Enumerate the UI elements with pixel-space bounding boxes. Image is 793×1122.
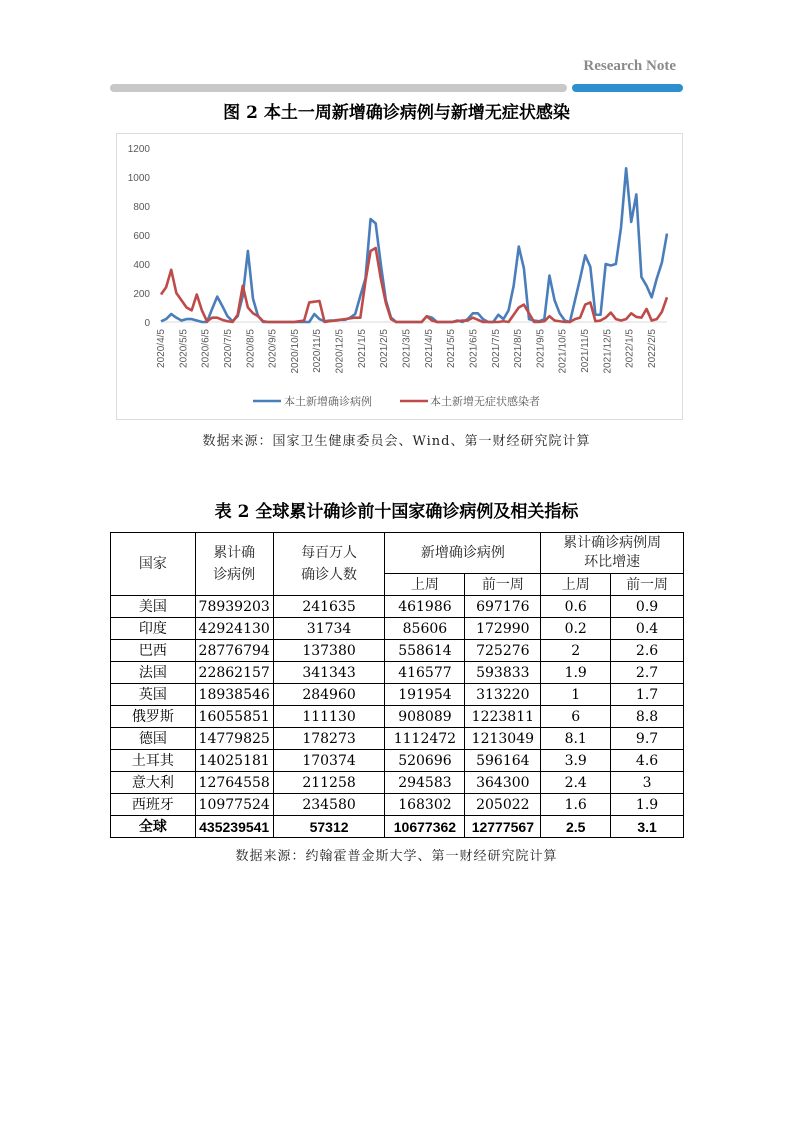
x-tick-label: 2020/11/5	[312, 329, 324, 373]
x-tick-label: 2021/12/5	[602, 329, 614, 374]
x-tick-label: 2020/6/5	[200, 329, 212, 368]
x-tick-label: 2020/10/5	[289, 329, 301, 374]
countries-table	[110, 532, 684, 838]
table-cell: 42924130	[195, 618, 273, 640]
y-tick-label: 800	[133, 202, 150, 213]
y-tick-label: 200	[133, 289, 150, 300]
table-cell: 2.5	[541, 816, 611, 838]
table-cell: 0.9	[611, 596, 684, 618]
table-cell: 593833	[465, 662, 541, 684]
table-cell: 3.1	[611, 816, 684, 838]
table-cell: 520696	[385, 750, 465, 772]
x-tick-label: 2022/1/5	[624, 329, 636, 368]
table-cell: 170374	[273, 750, 385, 772]
table-cell: 12777567	[465, 816, 541, 838]
brand-label: Research Note	[583, 58, 676, 74]
table-row	[111, 794, 684, 816]
table-cell: 234580	[273, 794, 385, 816]
x-tick-label: 2021/10/5	[557, 329, 569, 374]
header-cumulative: 累计确诊病例	[195, 533, 273, 596]
table-cell: 57312	[273, 816, 385, 838]
table-cell: 1.9	[611, 794, 684, 816]
x-tick-label: 2020/5/5	[178, 329, 190, 368]
table-cell: 0.4	[611, 618, 684, 640]
x-tick-label: 2022/2/5	[647, 329, 658, 368]
x-tick-label: 2021/7/5	[490, 329, 502, 368]
y-tick-label: 1000	[127, 173, 150, 184]
x-tick-label: 2020/7/5	[222, 329, 234, 368]
table-row	[111, 640, 684, 662]
header-new-prev-week: 前一周	[465, 574, 541, 596]
table-row	[111, 816, 684, 838]
header-growth: 累计确诊病例周环比增速	[541, 533, 684, 574]
x-tick-label: 2021/3/5	[401, 329, 413, 368]
x-tick-label: 2020/12/5	[334, 329, 346, 374]
table-cell: 巴西	[111, 640, 196, 662]
table-row	[111, 684, 684, 706]
table-cell: 8.8	[611, 706, 684, 728]
table-title: 表 2 全球累计确诊前十国家确诊病例及相关指标	[214, 502, 579, 522]
table-cell: 0.6	[541, 596, 611, 618]
header-per-million: 每百万人确诊人数	[273, 533, 385, 596]
table-cell: 德国	[111, 728, 196, 750]
table-cell: 3.9	[541, 750, 611, 772]
y-tick-label: 0	[144, 318, 150, 329]
legend-label: 本土新增无症状感染者	[430, 395, 540, 408]
header-growth-prev-week: 前一周	[611, 574, 684, 596]
table-cell: 0.2	[541, 618, 611, 640]
table-cell: 10977524	[195, 794, 273, 816]
header-growth-last-week: 上周	[541, 574, 611, 596]
table-cell: 全球	[111, 816, 196, 838]
y-tick-label: 400	[133, 260, 150, 271]
y-tick-label: 1200	[127, 144, 150, 155]
table-cell: 9.7	[611, 728, 684, 750]
table-cell: 22862157	[195, 662, 273, 684]
table-cell: 印度	[111, 618, 196, 640]
x-tick-label: 2021/5/5	[446, 329, 458, 368]
x-tick-label: 2020/4/5	[156, 329, 167, 368]
table-cell: 2.4	[541, 772, 611, 794]
x-tick-label: 2021/11/5	[580, 329, 592, 373]
x-tick-label: 2021/8/5	[513, 329, 525, 368]
table-row	[111, 772, 684, 794]
table-cell: 211258	[273, 772, 385, 794]
table-cell: 西班牙	[111, 794, 196, 816]
table-cell: 172990	[465, 618, 541, 640]
table-cell: 2.7	[611, 662, 684, 684]
table-row	[111, 750, 684, 772]
x-tick-label: 2021/1/5	[356, 329, 368, 368]
x-tick-label: 2021/6/5	[468, 329, 480, 368]
table-cell: 1.6	[541, 794, 611, 816]
table-row	[111, 662, 684, 684]
table-cell: 4.6	[611, 750, 684, 772]
table-row	[111, 618, 684, 640]
table-cell: 28776794	[195, 640, 273, 662]
y-tick-label: 600	[133, 231, 150, 242]
table-cell: 法国	[111, 662, 196, 684]
table-cell: 111130	[273, 706, 385, 728]
table-cell: 78939203	[195, 596, 273, 618]
table-cell: 341343	[273, 662, 385, 684]
x-tick-label: 2021/4/5	[423, 329, 435, 368]
table-cell: 12764558	[195, 772, 273, 794]
table-cell: 284960	[273, 684, 385, 706]
table-cell: 1112472	[385, 728, 465, 750]
table-cell: 8.1	[541, 728, 611, 750]
table-cell: 1223811	[465, 706, 541, 728]
table-row	[111, 706, 684, 728]
table-cell: 908089	[385, 706, 465, 728]
table-cell: 意大利	[111, 772, 196, 794]
table-cell: 241635	[273, 596, 385, 618]
table-cell: 14779825	[195, 728, 273, 750]
table-cell: 2.6	[611, 640, 684, 662]
table-cell: 137380	[273, 640, 385, 662]
header-country: 国家	[111, 533, 196, 596]
table-cell: 416577	[385, 662, 465, 684]
table-cell: 英国	[111, 684, 196, 706]
table-cell: 1213049	[465, 728, 541, 750]
table-cell: 16055851	[195, 706, 273, 728]
table-cell: 1	[541, 684, 611, 706]
x-tick-label: 2020/9/5	[267, 329, 279, 368]
table-row	[111, 728, 684, 750]
figure-source: 数据来源：国家卫生健康委员会、Wind、第一财经研究院计算	[202, 434, 591, 449]
table-cell: 461986	[385, 596, 465, 618]
table-cell: 俄罗斯	[111, 706, 196, 728]
x-tick-label: 2021/2/5	[379, 329, 391, 368]
legend-label: 本土新增确诊病例	[284, 395, 372, 408]
table-cell: 3	[611, 772, 684, 794]
table-cell: 土耳其	[111, 750, 196, 772]
table-cell: 6	[541, 706, 611, 728]
table-cell: 435239541	[195, 816, 273, 838]
table-cell: 85606	[385, 618, 465, 640]
table-cell: 31734	[273, 618, 385, 640]
table-cell: 168302	[385, 794, 465, 816]
header-new-last-week: 上周	[385, 574, 465, 596]
table-cell: 558614	[385, 640, 465, 662]
table-cell: 596164	[465, 750, 541, 772]
table-cell: 178273	[273, 728, 385, 750]
table-cell: 294583	[385, 772, 465, 794]
table-cell: 313220	[465, 684, 541, 706]
table-cell: 1.9	[541, 662, 611, 684]
table-cell: 美国	[111, 596, 196, 618]
table-cell: 10677362	[385, 816, 465, 838]
table-cell: 14025181	[195, 750, 273, 772]
table-cell: 725276	[465, 640, 541, 662]
line-chart	[0, 0, 793, 430]
table-cell: 191954	[385, 684, 465, 706]
table-cell: 2	[541, 640, 611, 662]
figure-title: 图 2 本土一周新增确诊病例与新增无症状感染	[223, 103, 570, 123]
header-new-cases: 新增确诊病例	[385, 533, 541, 574]
table-cell: 205022	[465, 794, 541, 816]
table-source: 数据来源：约翰霍普金斯大学、第一财经研究院计算	[235, 849, 558, 864]
table-row	[111, 596, 684, 618]
table-cell: 697176	[465, 596, 541, 618]
x-tick-label: 2020/8/5	[245, 329, 257, 368]
x-tick-label: 2021/9/5	[535, 329, 547, 368]
table-cell: 1.7	[611, 684, 684, 706]
table-cell: 18938546	[195, 684, 273, 706]
table-cell: 364300	[465, 772, 541, 794]
series-line-confirmed	[161, 168, 667, 322]
